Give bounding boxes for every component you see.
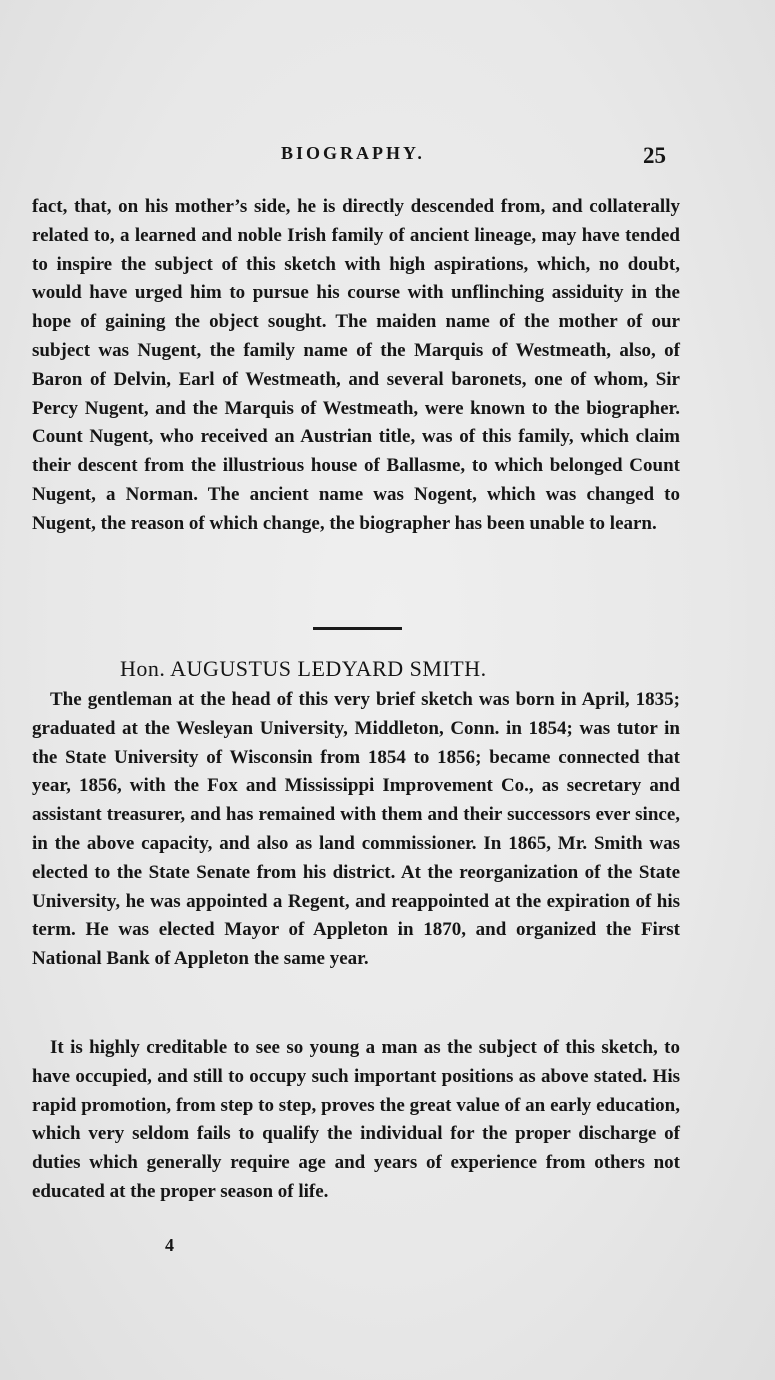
section-divider [313,627,402,630]
running-head [0,143,775,179]
signature-mark: 4 [165,1235,174,1255]
section-heading: Hon. AUGUSTUS LEDYARD SMITH. [120,656,487,681]
section-paragraph-1: The gentleman at the head of this very brief sketch was born in April, 1835; graduated at the Wesleyan University, Middleton, Conn. in 1854; was tutor in the State University of Wisconsin from 1854 to 1856; became connected that year, 1856, with the Fox and Mississippi Improvement Co., as secretary and assistant treasurer, and has remained with them and their successors ever since, in the above capacity, and also as land commissioner. In 1865, Mr. Smith was elected to the State Senate from his district. At the reorganization of the State University, he was appointed a Regent, and reappointed at the expiration of his term. He was elected Mayor of Appleton in 1870, and organized the First National Bank of Appleton the same year. [32,689,680,970]
running-title: BIOGRAPHY. [281,143,425,163]
continued-paragraph: fact, that, on his mother’s side, he is directly descended from, and collaterally related to, a learned and noble Irish family of ancient lineage, may have tended to inspire the subject of this sketch with high aspirations, which, no doubt, would have urged him to pursue his course with unflinching assiduity in the hope of gaining the object sought. The maiden name of the mother of our subject was Nugent, the family name of the Marquis of Westmeath, also, of Baron of Delvin, Earl of Westmeath, and several baronets, one of whom, Sir Percy Nugent, and the Marquis of Westmeath, were known to the biographer. Count Nugent, who received an Austrian title, was of this family, which claim their descent from the illustrious house of Ballasme, to which belonged Count Nugent, a Norman. The ancient name was Nogent, which was changed to Nugent, the reason of which change, the biographer has been unable to learn. [32,196,680,534]
page-number: 25 [643,143,666,168]
section-paragraph-2: It is highly creditable to see so young a man as the subject of this sketch, to have occupied, and still to occupy such important positions as above stated. His rapid promotion, from step to step, proves the great value of an early education, which very seldom fails to qualify the individual for the proper discharge of duties which generally require age and years of experience from others not educated at the proper season of life. [32,1037,680,1202]
